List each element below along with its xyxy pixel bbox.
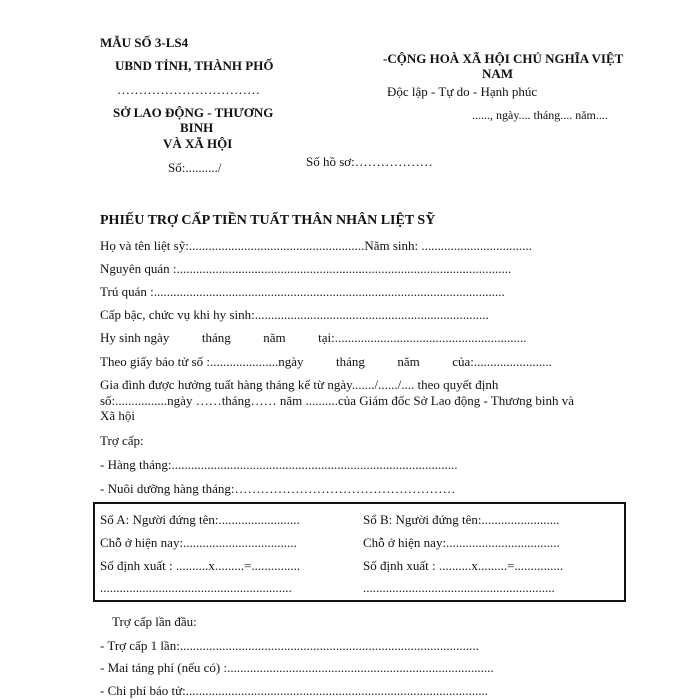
field-family-line3: Xã hội: [100, 408, 136, 423]
box-a-name: Sổ A: Người đứng tên:.........................: [100, 512, 300, 527]
field-name: Họ và tên liệt sỹ:......................................................Năm sinh: ..................................: [100, 238, 532, 253]
field-residence: Trú quán :............................................................................................................: [100, 284, 505, 299]
field-rank: Cấp bậc, chức vụ khi hy sinh:........................................................................: [100, 307, 489, 322]
field-nurture: - Nuôi dưỡng hàng tháng:……………………………………………: [100, 481, 456, 496]
left-header-line3a: SỞ LAO ĐỘNG - THƯƠNG: [113, 105, 274, 120]
form-code: MẪU SỐ 3-LS4: [100, 35, 189, 50]
left-header-line3c: VÀ XÃ HỘI: [163, 136, 233, 151]
field-notice: Theo giấy báo tử số :.....................ngày tháng năm của:........................: [100, 354, 552, 369]
first-time-once: - Trợ cấp 1 lần:............................................................................................: [100, 638, 479, 653]
box-b-amount: Số định xuất : ..........x.........=...............: [363, 558, 564, 573]
right-header-date: ......, ngày.... tháng.... năm....: [472, 108, 608, 122]
box-b-address: Chỗ ở hiện nay:...................................: [363, 535, 560, 550]
right-header-line1b: NAM: [482, 66, 514, 81]
box-a-amount: Số định xuất : ..........x.........=...............: [100, 558, 301, 573]
field-monthly: - Hàng tháng:........................................................................................: [100, 457, 458, 472]
page-title: PHIẾU TRỢ CẤP TIỀN TUẤT THÂN NHÂN LIỆT SỸ: [100, 213, 436, 228]
left-header-line3b: BINH: [180, 120, 214, 135]
field-sacrifice: Hy sinh ngày tháng năm tại:...........................................................: [100, 330, 527, 345]
box-a-blank: ...........................................................: [100, 580, 292, 595]
first-time-funeral: - Mai táng phí (nếu có) :..................................................................................: [100, 660, 494, 675]
right-header-motto: Độc lập - Tự do - Hạnh phúc: [387, 84, 538, 99]
field-allowance: Trợ cấp:: [100, 433, 144, 448]
box-a-address: Chỗ ở hiện nay:...................................: [100, 535, 297, 550]
document-number: Số:........../: [168, 160, 222, 175]
field-origin: Nguyên quán :.......................................................................................................: [100, 261, 512, 276]
left-header-line1: UBND TỈNH, THÀNH PHỐ: [115, 58, 274, 73]
first-time-report: - Chi phí báo tử:.............................................................................................: [100, 683, 489, 698]
file-number: Số hồ sơ:………………: [306, 154, 433, 169]
left-header-line2: ……………………………: [117, 82, 260, 97]
field-family-line1: Gia đình được hưởng tuất hàng tháng kể từ ngày......./....../.... theo quyết định: [100, 377, 499, 392]
box-b-blank: ...........................................................: [363, 580, 555, 595]
box-b-name: Sổ B: Người đứng tên:........................: [363, 512, 560, 527]
right-header-line1: -CỘNG HOÀ XÃ HỘI CHỦ NGHĨA VIỆT: [383, 51, 624, 66]
first-time-label: Trợ cấp lần đầu:: [112, 614, 197, 629]
field-family-line2: số:................ngày ……tháng…… năm ..........của Giám đốc Sở Lao động - Thương binh và: [100, 393, 575, 408]
